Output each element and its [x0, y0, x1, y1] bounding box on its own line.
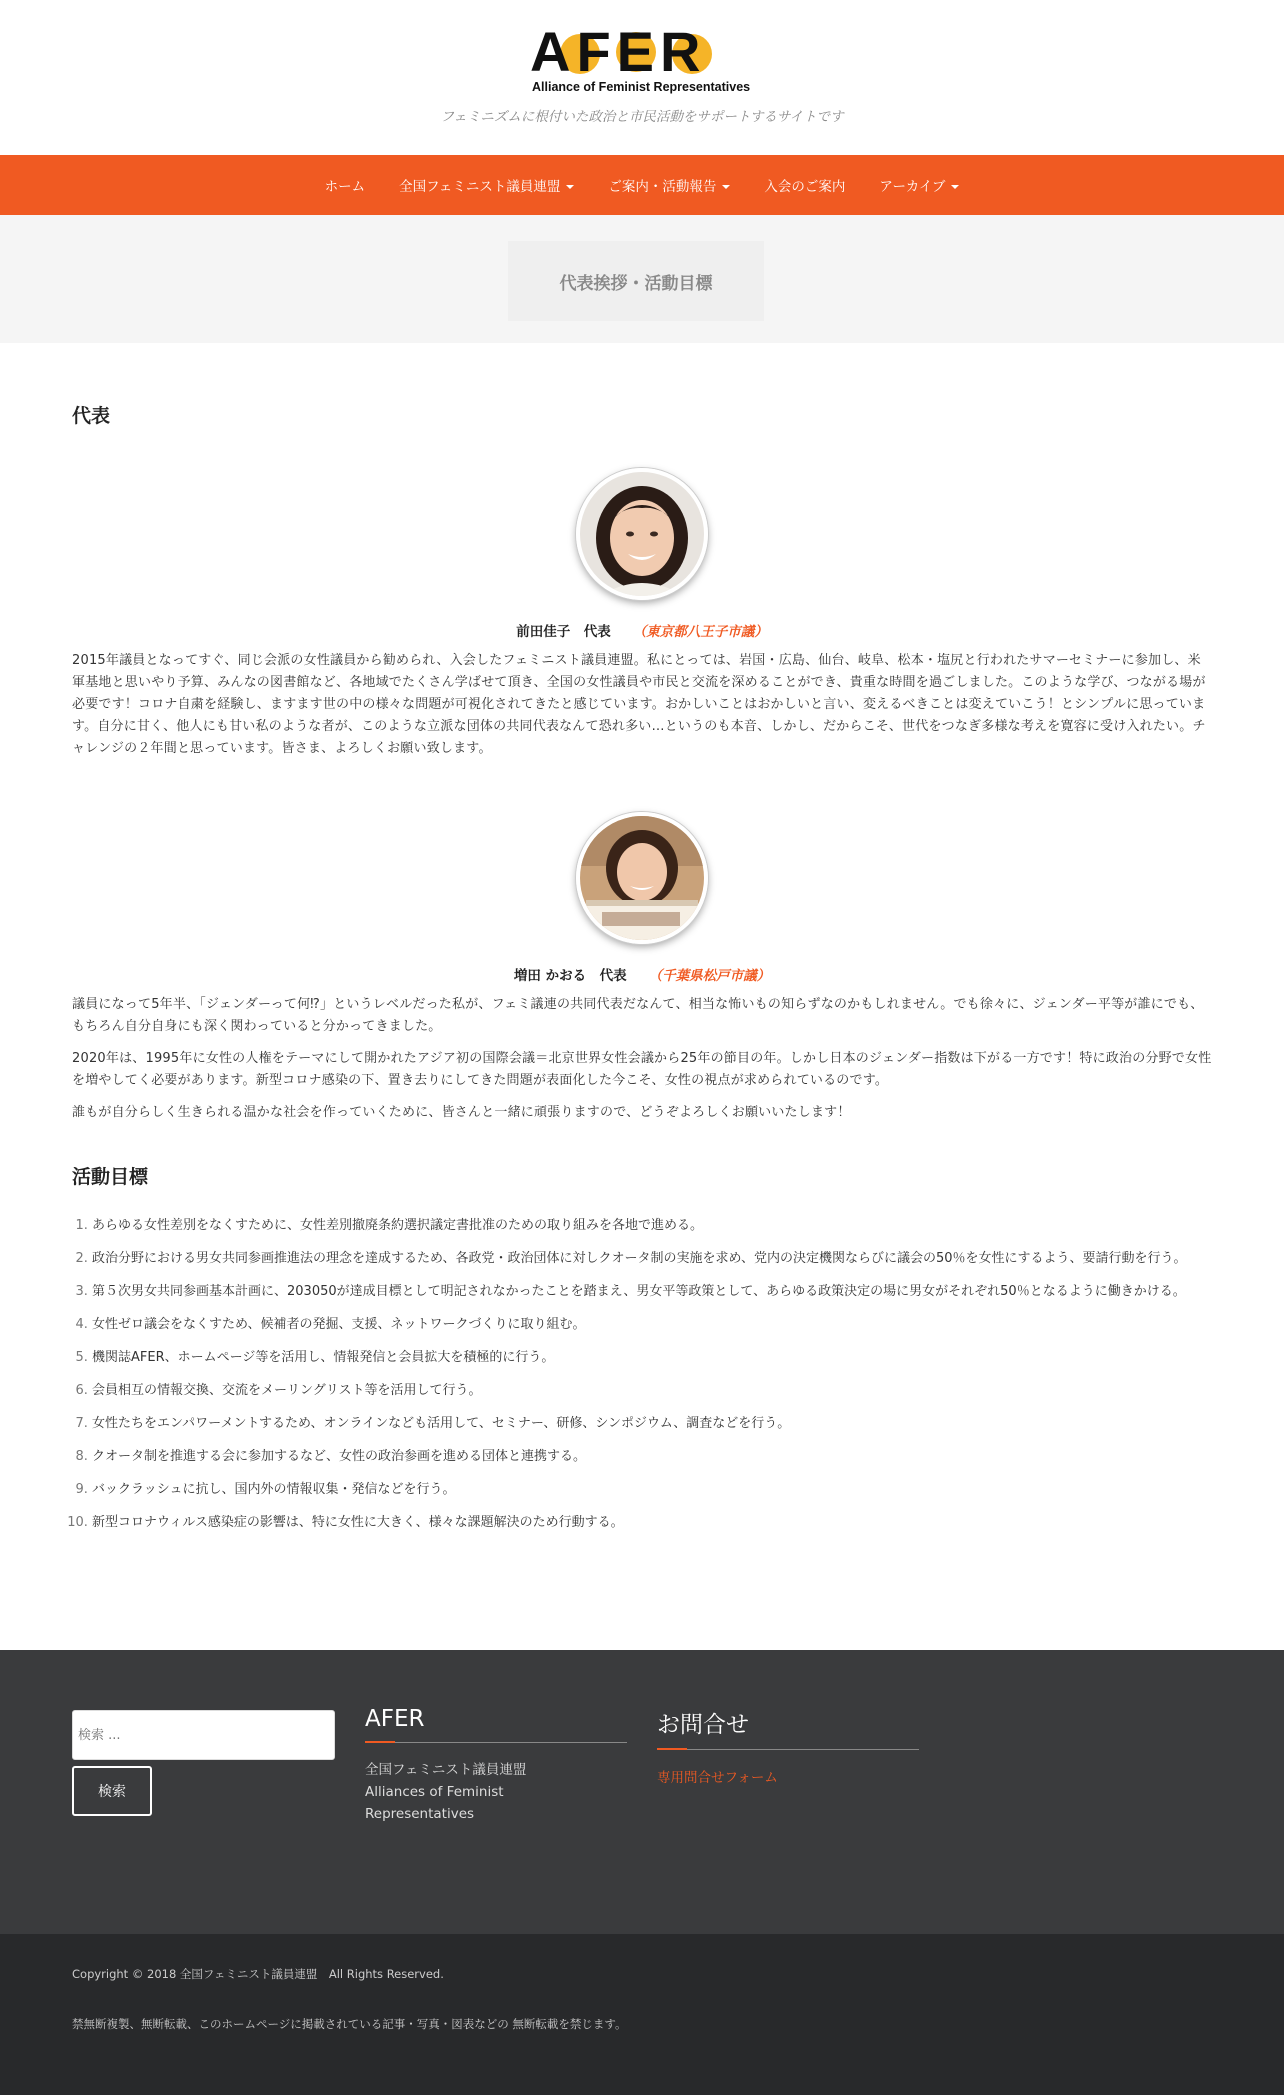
goal-item: 5. 機関誌AFER、ホームページ等を活用し、情報発信と会員拡大を積極的に行う。	[92, 1347, 1212, 1368]
footer-afer-column	[365, 1706, 627, 1825]
page-title-box	[508, 241, 764, 321]
site-footer	[0, 1650, 1284, 1934]
reps-heading: 代表	[72, 405, 111, 427]
goal-item: 8. クオータ制を推進する会に参加するなど、女性の政治参画を進める団体と連携する。	[92, 1446, 1212, 1467]
site-logo[interactable]	[530, 22, 755, 97]
caret-down-icon	[951, 185, 959, 189]
rep-2-portrait	[580, 816, 704, 940]
nav-home[interactable]	[308, 175, 383, 195]
nav-reports[interactable]	[591, 175, 747, 195]
rep-1-name	[72, 620, 1212, 640]
goal-item: 3. 第５次男女共同参画基本計画に、203050が達成目標として明記されなかったことを踏まえ、男女平等政策として、あらゆる政策決定の場に男女がそれぞれ50％となるように働きかける。	[92, 1281, 1212, 1302]
caret-down-icon	[722, 185, 730, 189]
footer-contact-column	[657, 1706, 919, 1786]
logo-subtitle: Alliance of Feminist Representatives	[532, 80, 751, 94]
logo-text: AFER	[530, 20, 707, 83]
goal-item: 1. あらゆる女性差別をなくすために、女性差別撤廃条約選択議定書批准のための取り組みを各地で進める。	[92, 1215, 1212, 1236]
footer-contact-title: お問合せ	[657, 1706, 919, 1750]
goals-list	[72, 1215, 1212, 1533]
goal-item: 10. 新型コロナウィルス感染症の影響は、特に女性に大きく、様々な課題解決のため行動する。	[92, 1512, 1212, 1533]
rep-1-city: （東京都八王子市議）	[632, 624, 768, 640]
nav-join-label: 入会のご案内	[764, 179, 846, 195]
rep-2-message-1: 議員になって5年半、「ジェンダーって何⁉」というレベルだった私が、フェミ議連の共同代表だなんて、相当な怖いもの知らずなのかもしれません。でも徐々に、ジェンダー平等が誰にでも、もちろん自分自身にも深く関わっていると分かってきました。	[72, 997, 1204, 1034]
goal-item: 2. 政治分野における男女共同参画推進法の理念を達成するため、各政党・政治団体に対しクオータ制の実施を求め、党内の決定機関ならびに議会の50％を女性にするよう、要請行動を行う。	[92, 1248, 1212, 1269]
contact-form-link[interactable]: 専用問合せフォーム	[657, 1770, 778, 1786]
nav-home-label: ホーム	[324, 179, 366, 195]
footer-afer-line: 全国フェミニスト議員連盟	[365, 1762, 527, 1778]
search-button[interactable]: 検索	[72, 1766, 152, 1816]
footer-afer-text	[365, 1759, 627, 1825]
rep-2-name	[72, 964, 1212, 984]
main-content	[0, 401, 1284, 1533]
nav-federation[interactable]	[382, 175, 591, 195]
copyright-text: Copyright © 2018 全国フェミニスト議員連盟 All Rights Reserved.	[72, 1967, 444, 1981]
rep-2-photo	[576, 812, 708, 944]
page-banner	[0, 215, 1284, 343]
rep-2-message-2: 2020年は、1995年に女性の人権をテーマにして開かれたアジア初の国際会議＝北京世界女性会議から25年の節目の年。しかし日本のジェンダー指数は下がる一方です！特に政治の分野で女性を増やしてく必要があります。新型コロナ感染の下、置き去りにしてきた問題が表面化した今こそ、女性の視点が求められているのです。	[72, 1051, 1212, 1088]
legal-notice: 禁無断複製、無断転載、このホームページに掲載されている記事・写真・図表などの 無断転載を禁じます。	[72, 2017, 627, 2031]
rep-2-name-text: 増田 かおる 代表	[513, 968, 627, 984]
goal-item: 7. 女性たちをエンパワーメントするため、オンラインなども活用して、セミナー、研修、シンポジウム、調査などを行う。	[92, 1413, 1212, 1434]
goals-heading: 活動目標	[72, 1166, 149, 1188]
nav-federation-label: 全国フェミニスト議員連盟	[399, 179, 561, 195]
site-tagline: フェミニズムに根付いた政治と市民活動をサポートするサイトです	[440, 109, 844, 125]
rep-1-name-text: 前田佳子 代表	[516, 624, 611, 640]
nav-archive-label: アーカイブ	[879, 179, 946, 195]
copyright-bar	[0, 1934, 1284, 2095]
main-nav	[0, 155, 1284, 215]
rep-2-message-3: 誰もが自分らしく生きられる温かな社会を作っていくために、皆さんと一緒に頑張りますので、どうぞよろしくお願いいたします！	[72, 1105, 851, 1120]
nav-join[interactable]	[747, 175, 862, 195]
rep-1-message: 2015年議員となってすぐ、同じ会派の女性議員から勧められ、入会したフェミニスト議員連盟。私にとっては、岩国・広島、仙台、岐阜、松本・塩尻と行われたサマーセミナーに参加し、米軍基地と思いやり予算、みんなの図書館など、各地域でたくさん学ばせて頂き、全国の女性議員や市民と交流を深めることができ、貴重な時間を過ごしました。このような学び、つながる場が必要です！コロナ自粛を経験し、ますます世の中の様々な問題が可視化されてきたと感じています。おかしいことはおかしいと言い、変えるべきことは変えていこう！とシンプルに思っています。自分に甘く、他人にも甘い私のような者が、このような立派な団体の共同代表なんて恐れ多い…というのも本音、しかし、だからこそ、世代をつなぎ多様な考えを寛容に受け入れたい。チャレンジの２年間と思っています。皆さま、よろしくお願い致します。	[72, 653, 1206, 756]
goal-item: 6. 会員相互の情報交換、交流をメーリングリスト等を活用して行う。	[92, 1380, 1212, 1401]
caret-down-icon	[566, 185, 574, 189]
page-title: 代表挨拶・活動目標	[559, 273, 713, 294]
rep-1-portrait	[580, 472, 704, 596]
footer-afer-title: AFER	[365, 1706, 627, 1743]
site-header	[0, 0, 1284, 155]
search-input[interactable]	[72, 1710, 335, 1760]
footer-afer-line: Alliances of Feminist	[365, 1784, 504, 1800]
nav-reports-label: ご案内・活動報告	[608, 179, 717, 195]
goal-item: 4. 女性ゼロ議会をなくすため、候補者の発掘、支援、ネットワークづくりに取り組む。	[92, 1314, 1212, 1335]
nav-archive[interactable]	[862, 175, 976, 195]
rep-1-photo	[576, 468, 708, 600]
footer-afer-line: Representatives	[365, 1806, 475, 1822]
goal-item: 9. バックラッシュに抗し、国内外の情報収集・発信などを行う。	[92, 1479, 1212, 1500]
rep-2-city: （千葉県松戸市議）	[648, 968, 771, 984]
